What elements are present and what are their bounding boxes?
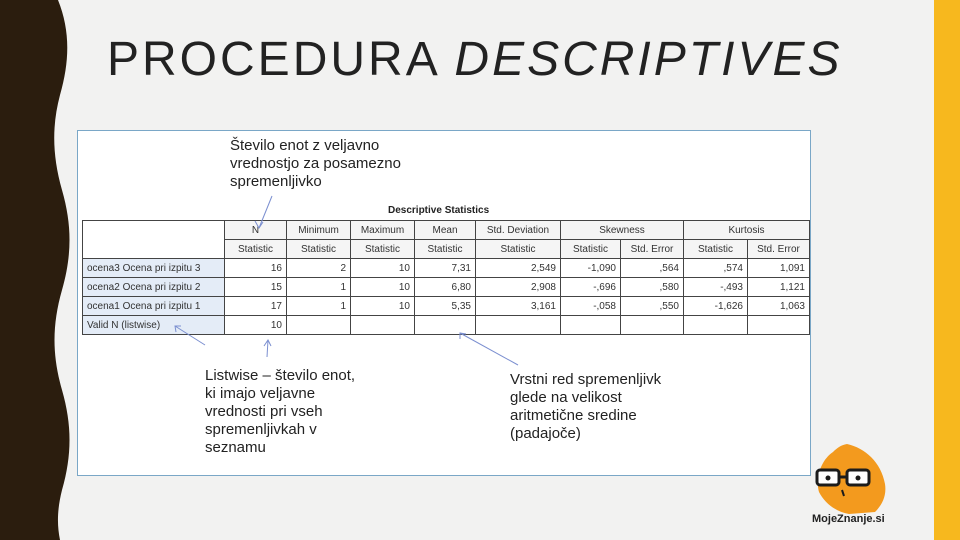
- note-line: Število enot z veljavno: [230, 137, 380, 154]
- arrow-to-listwise-label: [175, 326, 205, 345]
- table-cell: 17: [225, 297, 287, 316]
- note-listwise: [205, 367, 355, 457]
- row-label: Valid N (listwise): [83, 316, 225, 335]
- table-caption: Descriptive Statistics: [388, 205, 490, 216]
- column-header: Mean: [415, 221, 476, 240]
- table-cell: 6,80: [415, 278, 476, 297]
- arrow-to-mean-column: [460, 333, 518, 365]
- row-label: ocena2 Ocena pri izpitu 2: [83, 278, 225, 297]
- column-header: N: [225, 221, 287, 240]
- arrow-to-n-header: [259, 196, 272, 228]
- table-cell: 1,063: [748, 297, 810, 316]
- sub-header: Statistic: [561, 240, 621, 259]
- table-cell: -,696: [561, 278, 621, 297]
- note-line: aritmetične sredine: [510, 407, 637, 424]
- column-header: Skewness: [561, 221, 684, 240]
- note-line: vrednostjo za posamezno: [230, 155, 401, 172]
- table-cell: ,550: [621, 297, 684, 316]
- table-cell: 1: [287, 278, 351, 297]
- sub-header: Std. Error: [748, 240, 810, 259]
- table-cell: -,493: [684, 278, 748, 297]
- column-header: Kurtosis: [684, 221, 810, 240]
- table-cell: 15: [225, 278, 287, 297]
- sub-header: Std. Error: [621, 240, 684, 259]
- title-plain: PROCEDURA: [107, 33, 439, 86]
- note-line: ki imajo veljavne: [205, 385, 316, 402]
- note-line: vrednosti pri vseh: [205, 403, 323, 420]
- column-header: Minimum: [287, 221, 351, 240]
- table-cell: 2,549: [476, 259, 561, 278]
- table-cell: 2: [287, 259, 351, 278]
- table-cell: 7,31: [415, 259, 476, 278]
- column-header: Maximum: [351, 221, 415, 240]
- note-line: spremenljivkah v: [205, 421, 317, 438]
- table-cell: 1,121: [748, 278, 810, 297]
- note-line: Vrstni red spremenljivk: [510, 371, 662, 388]
- table-cell: 5,35: [415, 297, 476, 316]
- table-cell: ,574: [684, 259, 748, 278]
- title-italic: DESCRIPTIVES: [454, 33, 843, 86]
- table-cell: ,580: [621, 278, 684, 297]
- note-line: (padajoče): [510, 425, 581, 442]
- table-cell: 3,161: [476, 297, 561, 316]
- sub-header: Statistic: [225, 240, 287, 259]
- sub-header: Statistic: [351, 240, 415, 259]
- sub-header: Statistic: [287, 240, 351, 259]
- table-cell: -,058: [561, 297, 621, 316]
- note-line: glede na velikost: [510, 389, 622, 406]
- note-variable-order: [510, 371, 661, 443]
- note-line: seznamu: [205, 439, 266, 456]
- table-cell: 2,908: [476, 278, 561, 297]
- sub-header: Statistic: [684, 240, 748, 259]
- logo-text: MojeZnanje.si: [812, 513, 885, 525]
- row-label: ocena1 Ocena pri izpitu 1: [83, 297, 225, 316]
- note-line: Listwise – število enot,: [205, 367, 356, 384]
- table-cell: 10: [351, 278, 415, 297]
- sub-header: Statistic: [476, 240, 561, 259]
- sub-header: Statistic: [415, 240, 476, 259]
- note-line: spremenljivko: [230, 173, 322, 190]
- arrow-to-listwise-value: [267, 340, 268, 357]
- table-cell: 10: [225, 316, 287, 335]
- table-cell: 10: [351, 297, 415, 316]
- row-label: ocena3 Ocena pri izpitu 3: [83, 259, 225, 278]
- table-cell: ,564: [621, 259, 684, 278]
- table-cell: 16: [225, 259, 287, 278]
- column-header: Std. Deviation: [476, 221, 561, 240]
- table-cell: 1: [287, 297, 351, 316]
- table-cell: -1,090: [561, 259, 621, 278]
- table-cell: -1,626: [684, 297, 748, 316]
- table-cell: 1,091: [748, 259, 810, 278]
- table-cell: 10: [351, 259, 415, 278]
